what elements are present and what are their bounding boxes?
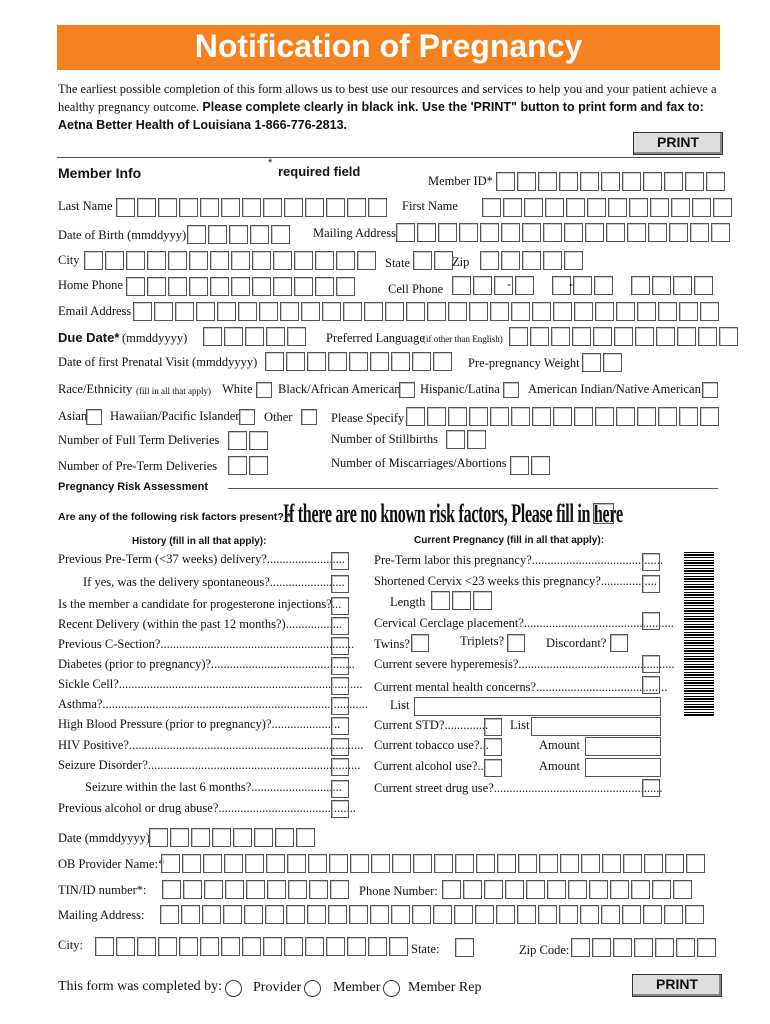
history-title: History (fill in all that apply): — [132, 536, 267, 547]
race-hispanic-checkbox[interactable] — [503, 382, 519, 398]
current-street-drug: Current street drug use?...................................................... — [374, 781, 663, 795]
completed-by-provider-label: Provider — [253, 980, 302, 995]
full-term-label: Number of Full Term Deliveries — [58, 433, 220, 447]
please-specify-label: Please Specify — [331, 411, 405, 425]
history-substance: Previous alcohol or drug abuse?............................................ — [58, 801, 356, 815]
print-button-top[interactable]: PRINT — [633, 132, 723, 155]
miscarriages-input[interactable] — [510, 456, 552, 475]
provider-zip-label: Zip Code: — [519, 943, 570, 957]
pre-term-input[interactable] — [228, 456, 270, 475]
history-recent-delivery: Recent Delivery (within the past 12 months?).................. — [58, 617, 342, 631]
history-asthma-checkbox[interactable] — [331, 697, 349, 715]
tin-input[interactable] — [162, 880, 351, 899]
current-tobacco: Current tobacco use?... — [374, 738, 489, 752]
provider-date-input[interactable] — [149, 828, 317, 847]
history-high-bp-checkbox[interactable] — [331, 717, 349, 735]
title-banner — [57, 25, 720, 70]
race-other-label: Other — [264, 410, 293, 424]
race-other-checkbox[interactable] — [301, 409, 317, 425]
race-hawaiian-label: Hawaiian/Pacific Islander — [110, 409, 240, 423]
race-hawaiian-checkbox[interactable] — [239, 409, 255, 425]
mental-health-list-input[interactable] — [414, 697, 661, 716]
race-asian-checkbox[interactable] — [86, 409, 102, 425]
history-seizure-6mo: Seizure within the last 6 months?............................. — [85, 780, 342, 794]
zip-label: Zip — [452, 255, 470, 269]
current-short-cervix: Shortened Cervix <23 weeks this pregnancy?.................. — [374, 574, 658, 588]
state-input[interactable] — [413, 251, 455, 270]
std-list-input[interactable] — [531, 717, 661, 736]
home-phone-input[interactable] — [126, 277, 357, 296]
provider-city-label: City: — [58, 938, 84, 952]
tobacco-amount-input[interactable] — [585, 737, 661, 756]
first-prenatal-label: Date of first Prenatal Visit (mmddyyyy) — [58, 355, 258, 369]
phone-dash-2: - — [569, 277, 573, 291]
history-seizure: Seizure Disorder?.................................................................... — [58, 758, 361, 772]
divider-risk — [228, 488, 718, 489]
completed-by-member-radio[interactable] — [304, 980, 321, 997]
please-specify-input[interactable] — [406, 407, 721, 426]
mailing-address-input[interactable] — [396, 223, 732, 242]
intro-instructions: Please complete clearly in black ink. Use the 'PRINT" button to print form and fax to: Aetna Better Health of Louisiana 1-866-776-2813. — [58, 100, 704, 132]
no-risk-checkbox[interactable] — [593, 503, 614, 524]
no-risk-label: If there are no known risk factors, Please fill in here — [283, 499, 623, 528]
std-list-label: List — [510, 718, 530, 732]
member-id-input[interactable] — [496, 172, 727, 191]
last-name-input[interactable] — [116, 198, 389, 217]
current-alcohol: Current alcohol use?... — [374, 759, 487, 773]
first-name-label: First Name — [402, 199, 458, 213]
due-date-format: (mmddyyyy) — [122, 331, 188, 345]
current-hyperemesis: Current severe hyperemesis?.................................................. — [374, 657, 675, 671]
history-diabetes-checkbox[interactable] — [331, 657, 349, 675]
current-cerclage-checkbox[interactable] — [642, 612, 660, 630]
provider-mailing-label: Mailing Address: — [58, 908, 145, 922]
current-std-checkbox[interactable] — [484, 718, 502, 736]
completed-by-provider-radio[interactable] — [225, 980, 242, 997]
first-name-input[interactable] — [482, 198, 734, 217]
email-input[interactable] — [133, 302, 721, 321]
barcode-image — [684, 552, 714, 717]
history-seizure-6mo-checkbox[interactable] — [331, 780, 349, 798]
risk-question: Are any of the following risk factors present? * — [58, 511, 291, 523]
full-term-input[interactable] — [228, 431, 270, 450]
twins-checkbox[interactable] — [411, 634, 429, 652]
cervix-length-label: Length — [390, 595, 426, 609]
history-progesterone: Is the member a candidate for progesterone injections?... — [58, 597, 342, 611]
mental-health-list-label: List — [390, 698, 410, 712]
stillbirths-label: Number of Stillbirths — [331, 432, 438, 446]
required-field-note: required field — [278, 164, 361, 179]
current-preterm-labor: Pre-Term labor this pregnancy?.......................................... — [374, 553, 663, 567]
mailing-address-label: Mailing Address — [313, 226, 396, 240]
current-tobacco-checkbox[interactable] — [484, 738, 502, 756]
completed-by-rep-label: Member Rep — [408, 980, 482, 995]
triplets-checkbox[interactable] — [507, 634, 525, 652]
history-seizure-checkbox[interactable] — [331, 758, 349, 776]
current-preterm-labor-checkbox[interactable] — [642, 553, 660, 571]
provider-mailing-input[interactable] — [160, 905, 706, 924]
city-input[interactable] — [84, 251, 378, 270]
race-white-checkbox[interactable] — [256, 382, 272, 398]
divider-top — [57, 157, 720, 158]
state-label: State — [385, 256, 410, 270]
zip-input[interactable] — [480, 251, 585, 270]
current-cerclage: Cervical Cerclage placement?................................................ — [374, 616, 674, 630]
dob-input[interactable] — [187, 225, 292, 244]
last-name-label: Last Name — [58, 199, 113, 213]
provider-city-input[interactable] — [95, 937, 410, 956]
race-white-label: White — [222, 382, 253, 396]
required-star: * — [268, 157, 273, 169]
dob-label: Date of Birth (mmddyyy) — [58, 228, 187, 242]
history-sickle-cell-checkbox[interactable] — [331, 677, 349, 695]
cervix-length-input[interactable] — [431, 591, 494, 610]
race-hispanic-label: Hispanic/Latina — [420, 382, 500, 396]
risk-section-title: Pregnancy Risk Assessment — [58, 481, 208, 493]
ob-provider-input[interactable] — [161, 854, 707, 873]
provider-state-label: State: — [411, 942, 440, 956]
history-c-section: Previous C-Section?.............................................................. — [58, 637, 355, 651]
cell-phone-input[interactable] — [452, 276, 715, 295]
due-date-label: Due Date* — [58, 330, 120, 345]
race-native-checkbox[interactable] — [702, 382, 718, 398]
phone-dash-1: - — [507, 277, 511, 291]
preferred-language-input[interactable] — [509, 327, 740, 346]
completed-by-rep-radio[interactable] — [383, 980, 400, 997]
alcohol-amount-input[interactable] — [585, 758, 661, 777]
history-c-section-checkbox[interactable] — [331, 637, 349, 655]
history-preterm-delivery-checkbox[interactable] — [331, 552, 349, 570]
member-info-title: Member Info — [58, 165, 142, 181]
twins-label: Twins? — [374, 637, 410, 651]
provider-phone-label: Phone Number: — [359, 884, 438, 898]
provider-phone-input[interactable] — [442, 880, 694, 899]
intro-plain: The earliest possible completion of this form allows us to best use our resources and services to help you and your patient achieve a healthy pregnancy outcome. — [58, 82, 717, 114]
race-black-checkbox[interactable] — [399, 382, 415, 398]
print-button-bottom[interactable]: PRINT — [632, 974, 722, 997]
history-substance-checkbox[interactable] — [331, 800, 349, 818]
race-native-label: American Indian/Native American — [528, 382, 701, 396]
history-spontaneous-checkbox[interactable] — [331, 575, 349, 593]
provider-zip-input[interactable] — [571, 938, 718, 957]
history-hiv: HIV Positive?........................................................................... — [58, 738, 364, 752]
pre-term-label: Number of Pre-Term Deliveries — [58, 459, 218, 473]
current-mental-health: Current mental health concerns?.......................................... — [374, 680, 668, 694]
miscarriages-label: Number of Miscarriages/Abortions — [331, 456, 507, 470]
history-hiv-checkbox[interactable] — [331, 738, 349, 756]
tobacco-amount-label: Amount — [539, 738, 580, 752]
cell-phone-label: Cell Phone — [388, 282, 444, 296]
email-label: Email Address — [58, 304, 132, 318]
history-spontaneous: If yes, was the delivery spontaneous?........................ — [83, 575, 345, 589]
current-title: Current Pregnancy (fill in all that apply): — [414, 535, 605, 546]
member-id-label: Member ID* — [428, 174, 493, 188]
alcohol-amount-label: Amount — [539, 759, 580, 773]
race-black-label: Black/African American — [278, 382, 401, 396]
intro-text — [58, 80, 728, 134]
city-label: City — [58, 253, 80, 267]
current-hyperemesis-checkbox[interactable] — [642, 655, 660, 673]
ob-provider-label: OB Provider Name:* — [58, 857, 165, 871]
history-preterm-delivery: Previous Pre-Term (<37 weeks) delivery?......................... — [58, 552, 346, 566]
stillbirths-input[interactable] — [446, 430, 488, 449]
completed-by-label: This form was completed by: — [58, 979, 223, 994]
provider-date-label: Date (mmddyyyy) — [58, 831, 150, 845]
first-prenatal-input[interactable] — [265, 352, 454, 371]
current-std: Current STD?.............. — [374, 718, 489, 732]
current-street-drug-checkbox[interactable] — [642, 779, 660, 797]
history-sickle-cell: Sickle Cell?.............................................................................. — [58, 677, 363, 691]
completed-by-member-label: Member — [333, 980, 381, 995]
history-high-bp: High Blood Pressure (prior to pregnancy)?...................... — [58, 717, 341, 731]
discordant-label: Discordant? — [546, 636, 607, 650]
history-asthma: Asthma?..................................................................................... — [58, 697, 369, 711]
race-label: Race/Ethnicity — [58, 382, 133, 396]
due-date-input[interactable] — [203, 327, 308, 346]
history-recent-delivery-checkbox[interactable] — [331, 617, 349, 635]
preferred-language-label: Preferred Language — [326, 331, 425, 345]
home-phone-label: Home Phone — [58, 278, 123, 292]
history-progesterone-checkbox[interactable] — [331, 597, 349, 615]
history-diabetes: Diabetes (prior to pregnancy)?.............................................. — [58, 657, 355, 671]
provider-state-input[interactable] — [455, 938, 476, 957]
current-alcohol-checkbox[interactable] — [484, 759, 502, 777]
current-mental-health-checkbox[interactable] — [642, 676, 660, 694]
race-asian-label: Asian — [58, 409, 88, 423]
current-short-cervix-checkbox[interactable] — [642, 575, 660, 593]
race-note: (fill in all that apply) — [136, 386, 211, 396]
page-title: Notification of Pregnancy — [194, 28, 583, 64]
discordant-checkbox[interactable] — [610, 634, 628, 652]
tin-label: TIN/ID number*: — [58, 883, 147, 897]
prepreg-weight-label: Pre-pregnancy Weight — [468, 356, 580, 370]
triplets-label: Triplets? — [460, 634, 504, 648]
prepreg-weight-input[interactable] — [582, 353, 624, 372]
preferred-language-note: (if other than English) — [423, 334, 503, 344]
